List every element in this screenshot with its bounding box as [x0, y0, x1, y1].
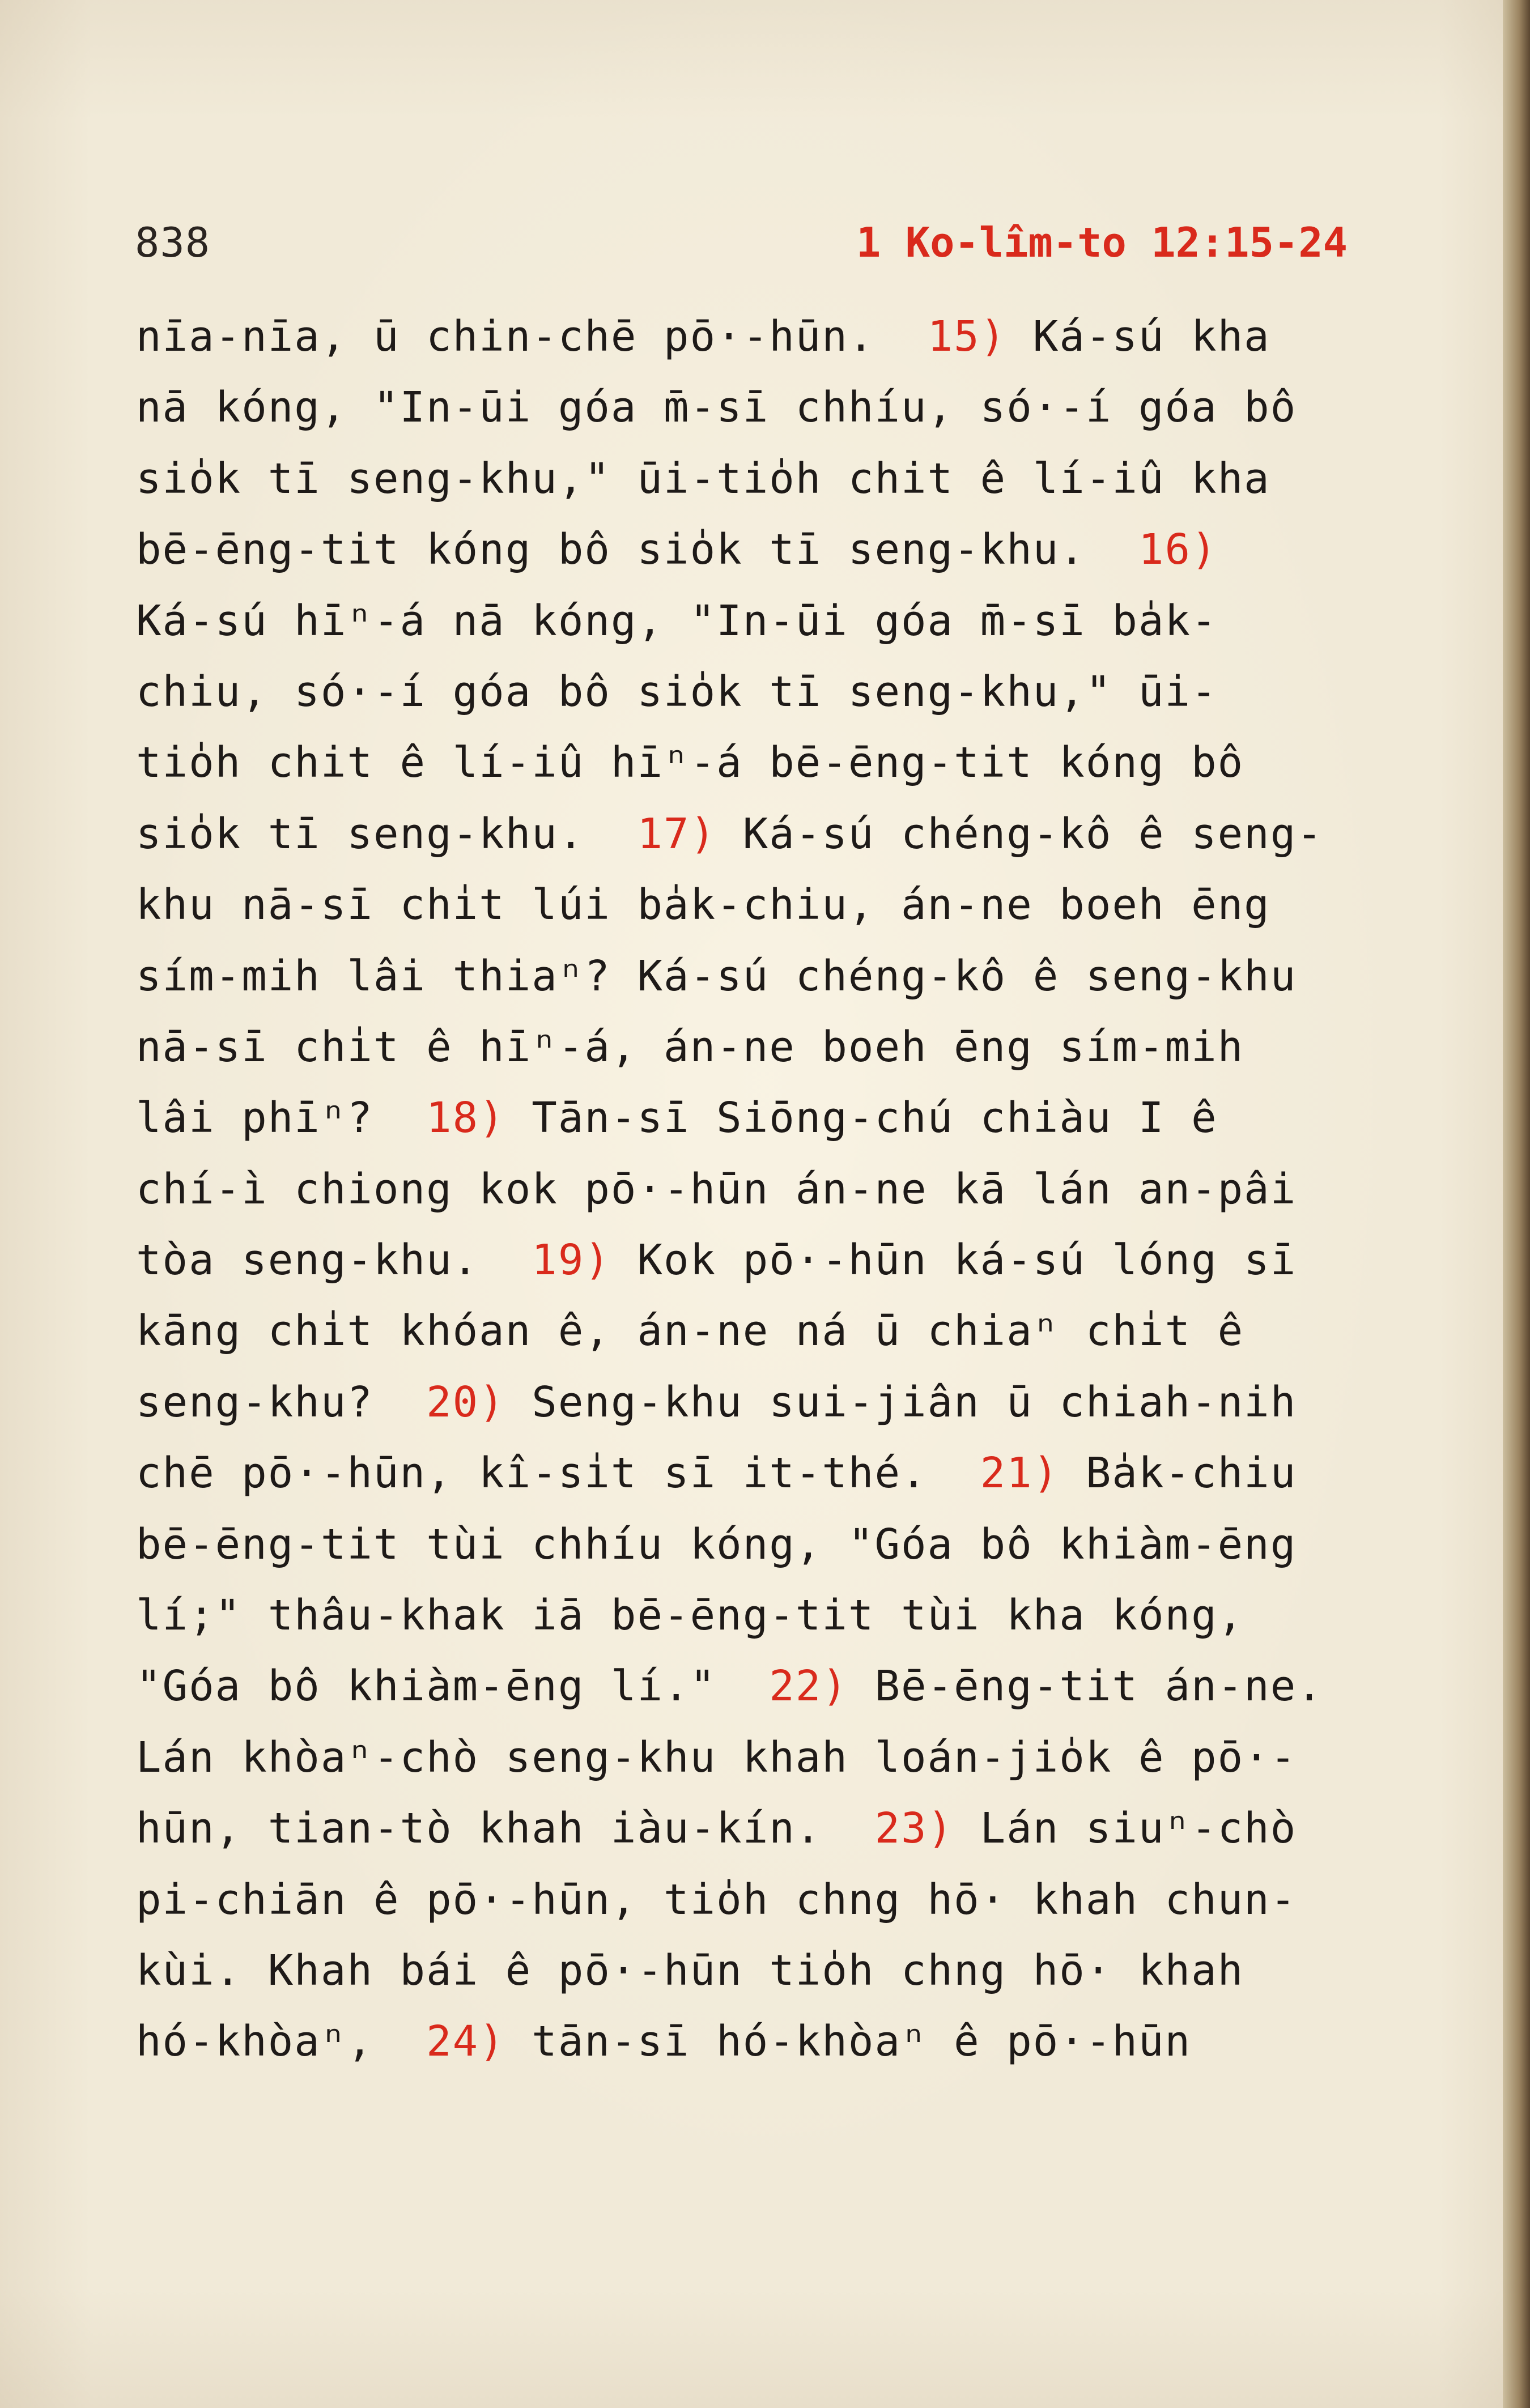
- text-line: [136, 1438, 1451, 1509]
- verse-number: 17): [637, 809, 717, 858]
- text-line: [136, 657, 1451, 727]
- verse-text: Tān-sī Siōng-chú chiàu I ê: [505, 1094, 1218, 1143]
- text-line: [136, 372, 1451, 443]
- text-line: [136, 870, 1451, 941]
- text-line: [136, 301, 1451, 372]
- text-line: [136, 941, 1451, 1012]
- verse-text: lâi phīⁿ?: [136, 1094, 427, 1143]
- verse-number: 19): [532, 1236, 611, 1285]
- verse-text: sím-mih lâi thiaⁿ? Ká-sú chéng-kô ê seng-khu: [136, 951, 1297, 1001]
- verse-text: nā kóng, "In-ūi góa m̄-sī chhíu, só·-í góa bô: [136, 383, 1297, 432]
- text-line: [136, 1651, 1451, 1722]
- verse-text: Lán khòaⁿ-chò seng-khu khah loán-jio̍k ê pō·-: [136, 1733, 1297, 1782]
- text-line: [136, 1296, 1451, 1367]
- text-line: [136, 1225, 1451, 1296]
- text-line: [136, 514, 1451, 585]
- verse-text: Kok pō·-hūn ká-sú lóng sī: [610, 1236, 1297, 1285]
- verse-number: 15): [927, 312, 1007, 361]
- text-line: [136, 727, 1451, 798]
- text-line: [136, 1865, 1451, 1935]
- verse-text: kùi. Khah bái ê pō·-hūn tio̍h chng hō· khah: [136, 1946, 1244, 1995]
- verse-text: Seng-khu sui-jiân ū chiah-nih: [505, 1377, 1297, 1427]
- verse-number: 18): [426, 1094, 505, 1143]
- verse-text: hūn, tian-tò khah iàu-kín.: [136, 1804, 875, 1853]
- verse-text: seng-khu?: [136, 1377, 427, 1427]
- verse-text: tio̍h chit ê lí-iû hīⁿ-á bē-ēng-tit kóng bô: [136, 738, 1244, 788]
- verse-text: tòa seng-khu.: [136, 1236, 532, 1285]
- scripture-text: [136, 301, 1451, 2078]
- text-line: [136, 1367, 1451, 1438]
- text-line: [136, 799, 1451, 870]
- verse-text: sio̍k tī seng-khu.: [136, 809, 638, 858]
- verse-text: chí-ì chiong kok pō·-hūn án-ne kā lán an-pâi: [136, 1164, 1297, 1214]
- text-line: [136, 1793, 1451, 1864]
- text-line: [136, 2006, 1451, 2077]
- verse-text: lí;" thâu-khak iā bē-ēng-tit tùi kha kóng,: [136, 1591, 1244, 1640]
- text-line: [136, 1083, 1451, 1154]
- running-head: 1 Ko-lîm-to 12:15-24: [856, 219, 1348, 266]
- verse-text: Ká-sú kha: [1006, 312, 1270, 361]
- verse-text: khu nā-sī chi̍t lúi ba̍k-chiu, án-ne boeh ēng: [136, 880, 1270, 930]
- page-number: 838: [135, 219, 211, 266]
- verse-text: tān-sī hó-khòaⁿ ê pō·-hūn: [505, 2017, 1192, 2066]
- book-gutter-edge: [1503, 0, 1530, 2408]
- verse-text: Ba̍k-chiu: [1059, 1449, 1297, 1498]
- verse-number: 16): [1138, 525, 1218, 575]
- text-line: [136, 1580, 1451, 1651]
- verse-number: 22): [769, 1662, 848, 1711]
- verse-text: chē pō·-hūn, kî-si̍t sī it-thé.: [136, 1449, 980, 1498]
- verse-number: 23): [874, 1804, 954, 1853]
- verse-text: bē-ēng-tit kóng bô sio̍k tī seng-khu.: [136, 525, 1138, 575]
- text-line: [136, 586, 1451, 657]
- text-line: [136, 1509, 1451, 1580]
- text-line: [136, 1722, 1451, 1793]
- verse-number: 20): [426, 1377, 505, 1427]
- verse-number: 21): [980, 1449, 1060, 1498]
- verse-text: nā-sī chi̍t ê hīⁿ-á, án-ne boeh ēng sím-mih: [136, 1022, 1244, 1071]
- verse-text: kāng chi̍t khóan ê, án-ne ná ū chiaⁿ chi̍t ê: [136, 1307, 1244, 1356]
- verse-number: 24): [426, 2017, 505, 2066]
- verse-text: sio̍k tī seng-khu," ūi-tio̍h chit ê lí-iû kha: [136, 454, 1270, 503]
- verse-text: pi-chiān ê pō·-hūn, tio̍h chng hō· khah chun-: [136, 1875, 1297, 1924]
- text-line: [136, 1154, 1451, 1225]
- verse-text: chiu, só·-í góa bô sio̍k tī seng-khu," ūi-: [136, 667, 1218, 716]
- text-line: [136, 1012, 1451, 1083]
- verse-text: Ká-sú hīⁿ-á nā kóng, "In-ūi góa m̄-sī ba̍k-: [136, 596, 1218, 645]
- page-header: [135, 214, 1348, 271]
- text-line: [136, 1935, 1451, 2006]
- verse-text: Bē-ēng-tit án-ne.: [848, 1662, 1323, 1711]
- verse-text: "Góa bô khiàm-ēng lí.": [136, 1662, 770, 1711]
- verse-text: bē-ēng-tit tùi chhíu kóng, "Góa bô khiàm-ēng: [136, 1520, 1297, 1569]
- verse-text: Ká-sú chéng-kô ê seng-: [716, 809, 1323, 858]
- verse-text: Lán siuⁿ-chò: [954, 1804, 1297, 1853]
- verse-text: nīa-nīa, ū chin-chē pō·-hūn.: [136, 312, 928, 361]
- verse-text: hó-khòaⁿ,: [136, 2017, 427, 2066]
- text-line: [136, 444, 1451, 514]
